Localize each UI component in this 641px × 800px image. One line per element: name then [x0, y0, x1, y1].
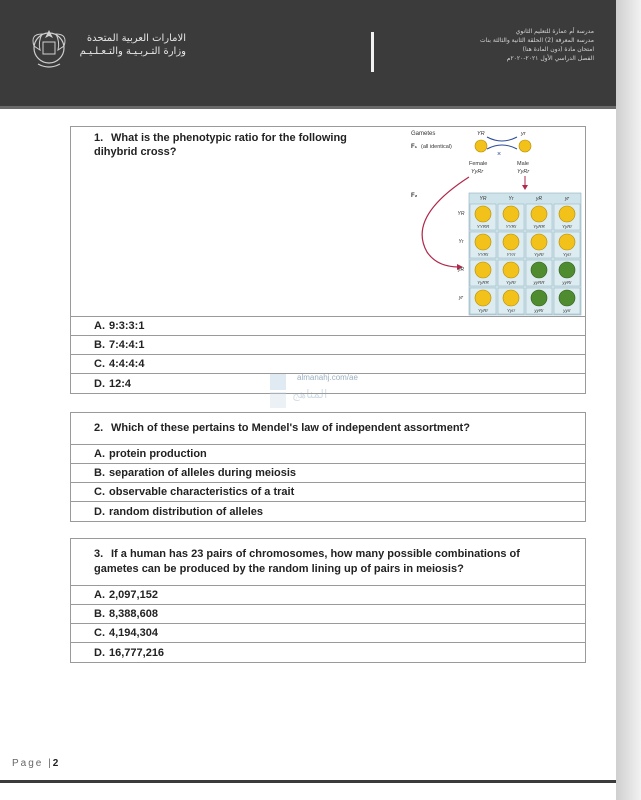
svg-text:المناهج: المناهج	[292, 387, 328, 401]
header-rule	[0, 106, 616, 109]
page-edge-shadow	[616, 0, 641, 800]
f1-label: F₁	[411, 144, 418, 150]
pea-icon	[531, 290, 547, 306]
question-stem	[94, 131, 384, 159]
option-letter: A.	[94, 320, 105, 332]
question-stem	[71, 413, 585, 445]
option-letter: B.	[94, 467, 105, 479]
option-text: protein production	[109, 448, 207, 460]
question-2	[70, 412, 586, 522]
option-text: 9:3:3:1	[109, 320, 145, 332]
pea-icon	[503, 290, 519, 306]
pea-icon	[503, 206, 519, 222]
option-d[interactable]	[71, 502, 585, 521]
option-letter: C.	[94, 358, 105, 370]
option-a[interactable]	[71, 586, 585, 605]
question-stem	[71, 539, 585, 586]
question-text: What is the phenotypic ratio for the following dihybrid cross?	[94, 132, 347, 158]
ministry-title	[78, 32, 186, 59]
pea-icon	[559, 290, 575, 306]
female-genotype: YyRr	[471, 169, 484, 175]
cell-genotype: YyRR	[477, 280, 489, 285]
cell-genotype: yyrr	[563, 308, 571, 313]
pea-icon	[475, 206, 491, 222]
option-c[interactable]	[71, 483, 585, 502]
col-header: YR	[479, 196, 487, 202]
row-header: yr	[458, 295, 464, 301]
parent-gamete-left: YR	[477, 131, 485, 137]
option-letter: D.	[94, 505, 105, 518]
cell-genotype: YyRr	[478, 308, 488, 313]
page-header	[0, 0, 616, 108]
question-text: Which of these pertains to Mendel's law of independent assortment?	[111, 422, 470, 434]
cell-genotype: YyRr	[506, 280, 516, 285]
option-text: 2,097,152	[109, 589, 158, 601]
cell-genotype: Yyrr	[562, 252, 572, 257]
pea-icon	[531, 206, 547, 222]
cell-genotype: YyRr	[534, 252, 544, 257]
f1-pea-left	[475, 140, 487, 152]
question-number: 3.	[94, 548, 104, 560]
option-d[interactable]	[71, 643, 585, 662]
pea-icon	[531, 234, 547, 250]
f1-note: (all identical)	[421, 144, 452, 150]
question-number: 1.	[94, 132, 104, 144]
school-line: امتحان مادة (دون المادة هنا)	[522, 46, 594, 53]
parent-gamete-right: yr	[521, 131, 526, 137]
cell-genotype: Yyrr	[506, 308, 516, 313]
school-line: الفصل الدراسي الأول ٢٠٢١-٢٠٢٠م	[506, 55, 594, 62]
punnett-square-figure	[407, 127, 587, 317]
punnett-grid	[457, 193, 581, 315]
pea-icon	[475, 290, 491, 306]
f1-pea-right	[519, 140, 531, 152]
pea-icon	[559, 206, 575, 222]
option-letter: D.	[94, 377, 105, 390]
col-header: Yr	[508, 196, 514, 202]
page-label: Page |	[12, 758, 53, 769]
question-stem-row	[71, 127, 585, 317]
ministry-name: وزارة التـربـيـة والتـعـلـيـم	[79, 46, 186, 57]
option-text: 4:4:4:4	[109, 358, 145, 370]
school-line: مدرسة المعرفة (2) الحلقة الثانية والثالثة بنات	[479, 37, 594, 44]
cell-genotype: YyRr	[562, 224, 572, 229]
question-1	[70, 126, 586, 394]
row-header: yR	[457, 267, 465, 273]
pea-icon	[475, 262, 491, 278]
pea-icon	[559, 234, 575, 250]
option-a[interactable]	[71, 317, 585, 336]
option-text: 12:4	[109, 377, 132, 390]
option-text: separation of alleles during meiosis	[109, 467, 297, 479]
row-header: YR	[457, 211, 465, 217]
option-text: 16,777,216	[109, 646, 165, 659]
option-letter: B.	[94, 608, 105, 620]
pea-icon	[475, 234, 491, 250]
page-number	[12, 758, 58, 769]
option-text: 4,194,304	[109, 627, 158, 639]
cross-symbol: ×	[497, 151, 502, 158]
row-header: Yr	[458, 239, 464, 245]
option-text: observable characteristics of a trait	[109, 486, 295, 498]
header-divider	[371, 32, 374, 72]
pea-icon	[531, 262, 547, 278]
female-label: Female	[469, 161, 488, 167]
male-genotype: YyRr	[517, 169, 530, 175]
page-number-value: 2	[52, 758, 59, 769]
option-letter: A.	[94, 589, 105, 601]
question-text: If a human has 23 pairs of chromosomes, how many possible combinations of gametes can be produced by the random lining up of pairs in meiosis?	[94, 548, 520, 575]
uae-emblem-icon	[28, 24, 70, 72]
cell-genotype: YYRR	[476, 224, 490, 229]
pea-icon	[559, 262, 575, 278]
option-text: 8,388,608	[109, 608, 158, 620]
pea-icon	[503, 262, 519, 278]
option-b[interactable]	[71, 336, 585, 355]
option-b[interactable]	[71, 464, 585, 483]
option-letter: D.	[94, 646, 105, 659]
footer-rule	[0, 780, 616, 783]
gametes-label: Gametes	[411, 131, 436, 137]
option-a[interactable]	[71, 445, 585, 464]
option-c[interactable]	[71, 624, 585, 643]
cell-genotype: YYRr	[477, 252, 489, 257]
cell-genotype: YYRr	[505, 224, 517, 229]
option-text: 7:4:4:1	[109, 339, 145, 351]
cell-genotype: YYrr	[506, 252, 516, 257]
male-arrowhead	[522, 185, 528, 190]
watermark-url: almanahj.com/ae	[297, 373, 358, 382]
option-text: random distribution of alleles	[109, 505, 264, 518]
option-b[interactable]	[71, 605, 585, 624]
female-to-grid-arrow	[422, 177, 469, 267]
pea-icon	[503, 234, 519, 250]
f2-label: F₂	[411, 193, 418, 199]
col-header: yR	[535, 196, 543, 202]
school-info	[418, 27, 594, 63]
cross-arrows	[487, 137, 517, 149]
school-line: مدرسة أم عمارة للتعليم الثانوي	[515, 28, 594, 35]
option-letter: C.	[94, 627, 105, 639]
male-label: Male	[517, 161, 529, 167]
ministry-country: الامارات العربية المتحدة	[86, 33, 186, 44]
question-number: 2.	[94, 422, 104, 434]
col-header: yr	[564, 196, 570, 202]
option-letter: A.	[94, 448, 105, 460]
cell-genotype: yyRr	[562, 280, 572, 285]
question-3	[70, 538, 586, 663]
option-letter: C.	[94, 486, 105, 498]
cell-genotype: YyRR	[533, 224, 545, 229]
option-letter: B.	[94, 339, 105, 351]
cell-genotype: yyRR	[533, 280, 545, 285]
cell-genotype: yyRr	[534, 308, 544, 313]
